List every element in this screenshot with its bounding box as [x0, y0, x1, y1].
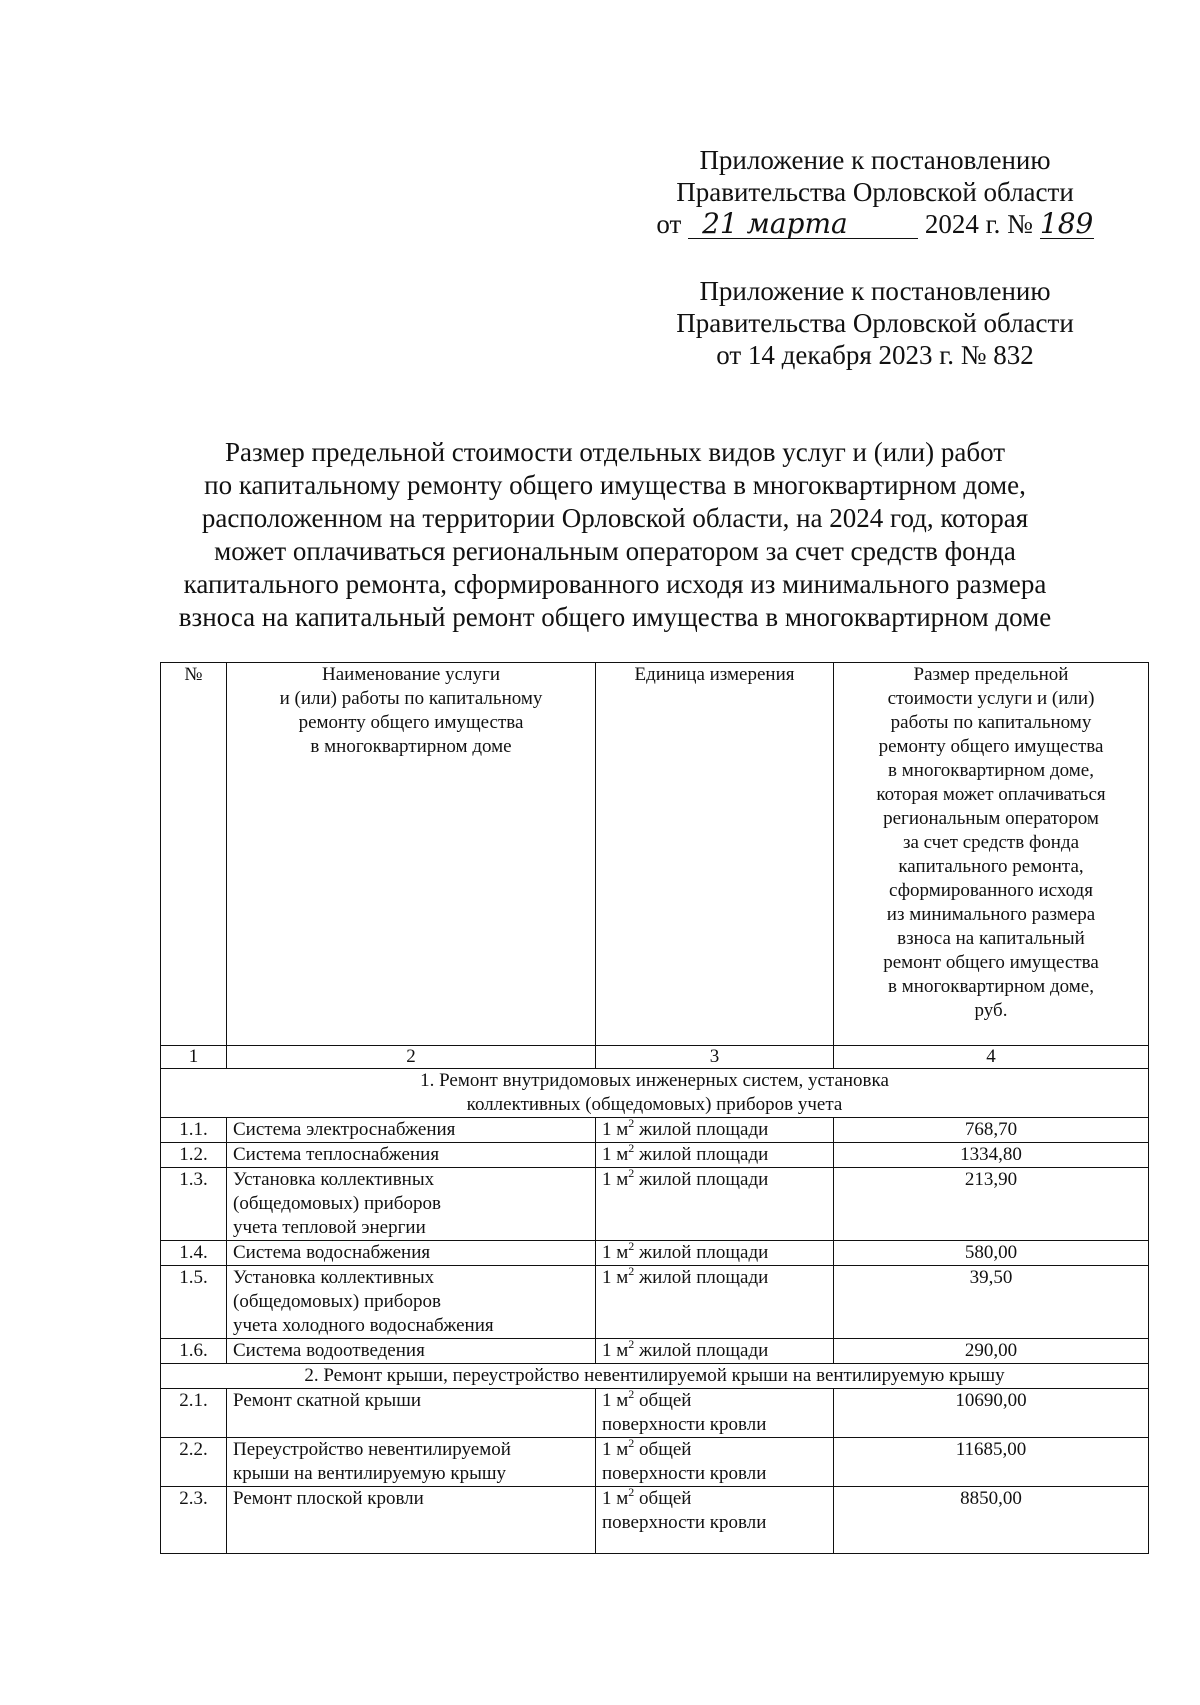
section-row	[161, 1364, 1149, 1389]
header-value-line: за счет средств фонда	[902, 832, 1080, 853]
row-value: 290,00	[834, 1339, 1149, 1364]
row-name	[227, 1241, 596, 1266]
unit-cell	[596, 1438, 834, 1487]
row-name-line: учета холодного водоснабжения	[233, 1315, 494, 1336]
unit-kind: жилой площади	[634, 1267, 769, 1288]
row-value: 213,90	[834, 1168, 1149, 1241]
cost-table	[160, 662, 1149, 1554]
header-value-line: которая может оплачиваться	[876, 784, 1106, 805]
header-value-line: ремонт общего имущества	[883, 952, 1099, 973]
unit-exponent: 2	[628, 1436, 635, 1450]
row-value: 768,70	[834, 1118, 1149, 1143]
unit-cell	[596, 1389, 834, 1438]
row-number: 2.1.	[161, 1389, 227, 1438]
unit-kind: жилой площади	[634, 1340, 769, 1361]
table-row	[161, 1438, 1149, 1487]
unit-line	[602, 1143, 827, 1167]
row-name	[227, 1143, 596, 1168]
table-row	[161, 1266, 1149, 1339]
unit-kind: общей	[634, 1390, 692, 1411]
title-line: взноса на капитальный ремонт общего имущества в многоквартирном доме	[178, 602, 1052, 632]
title-line: может оплачиваться региональным оператором за счет средств фонда	[214, 536, 1016, 566]
header-value-line: в многоквартирном доме,	[888, 760, 1094, 781]
unit-kind: общей	[634, 1439, 692, 1460]
unit-measure: 1 м	[602, 1439, 629, 1460]
section-2-heading: 2. Ремонт крыши, переустройство невентилируемой крыши на вентилируемую крышу	[161, 1364, 1149, 1389]
row-value: 10690,00	[834, 1389, 1149, 1438]
section-row	[161, 1069, 1149, 1118]
row-number: 2.2.	[161, 1438, 227, 1487]
row-name-line: Система водоснабжения	[233, 1242, 431, 1263]
amendment-header	[640, 144, 1110, 240]
original-line-3: от 14 декабря 2023 г. № 832	[716, 340, 1034, 370]
unit-line: поверхности кровли	[602, 1414, 767, 1435]
document-title	[120, 436, 1110, 634]
row-name	[227, 1168, 596, 1241]
unit-line	[602, 1487, 827, 1511]
original-line-1: Приложение к постановлению	[699, 276, 1051, 306]
unit-measure: 1 м	[602, 1390, 629, 1411]
row-number: 2.3.	[161, 1487, 227, 1554]
column-index: 1	[161, 1046, 227, 1069]
unit-line: поверхности кровли	[602, 1463, 767, 1484]
unit-line	[602, 1389, 827, 1413]
row-name-line: Установка коллективных	[233, 1169, 435, 1190]
unit-kind: жилой площади	[634, 1169, 769, 1190]
table-row	[161, 1339, 1149, 1364]
title-line: расположенном на территории Орловской области, на 2024 год, которая	[201, 503, 1029, 533]
header-value-line: стоимости услуги и (или)	[887, 688, 1095, 709]
header-name-line: Наименование услуги	[322, 664, 500, 685]
table-header-row	[161, 663, 1149, 1046]
unit-kind: жилой площади	[634, 1119, 769, 1140]
row-name	[227, 1339, 596, 1364]
unit-measure: 1 м	[602, 1119, 629, 1140]
table-row	[161, 1143, 1149, 1168]
row-value: 1334,80	[834, 1143, 1149, 1168]
unit-cell	[596, 1339, 834, 1364]
header-value-line: взноса на капитальный	[897, 928, 1085, 949]
year-number-label: 2024 г. №	[924, 209, 1033, 239]
header-name-line: и (или) работы по капитальному	[279, 688, 543, 709]
row-number: 1.3.	[161, 1168, 227, 1241]
row-number: 1.1.	[161, 1118, 227, 1143]
header-value-line: из минимального размера	[886, 904, 1096, 925]
unit-cell	[596, 1266, 834, 1339]
row-number: 1.5.	[161, 1266, 227, 1339]
row-name-line: крыши на вентилируемую крышу	[233, 1463, 507, 1484]
row-name-line: (общедомовых) приборов	[233, 1193, 441, 1214]
row-value: 11685,00	[834, 1438, 1149, 1487]
handwritten-number: 189	[1039, 207, 1094, 240]
header-value-line: работы по капитальному	[890, 712, 1092, 733]
table-row	[161, 1241, 1149, 1266]
unit-cell	[596, 1241, 834, 1266]
unit-exponent: 2	[628, 1141, 635, 1155]
row-name-line: Переустройство невентилируемой	[233, 1439, 511, 1460]
row-name-line: Система электроснабжения	[233, 1119, 456, 1140]
header-num: №	[161, 663, 227, 1046]
header-unit: Единица измерения	[596, 663, 834, 1046]
unit-exponent: 2	[628, 1387, 635, 1401]
original-header	[640, 275, 1110, 371]
row-name-line: Система теплоснабжения	[233, 1144, 440, 1165]
amendment-line-3	[640, 208, 1110, 240]
row-name-line: Ремонт плоской кровли	[233, 1488, 424, 1509]
row-value: 8850,00	[834, 1487, 1149, 1554]
section-1-line: 1. Ремонт внутридомовых инженерных систем, установка	[420, 1070, 889, 1091]
amendment-line-2: Правительства Орловской области	[676, 177, 1074, 207]
from-word: от	[656, 209, 682, 239]
unit-kind: общей	[634, 1488, 692, 1509]
unit-kind: жилой площади	[634, 1144, 769, 1165]
header-value-line: ремонту общего имущества	[878, 736, 1104, 757]
row-name	[227, 1266, 596, 1339]
row-name	[227, 1438, 596, 1487]
row-name	[227, 1487, 596, 1554]
header-value-line: руб.	[974, 1000, 1008, 1021]
header-name-line: в многоквартирном доме	[310, 736, 512, 757]
header-value-line: в многоквартирном доме,	[888, 976, 1094, 997]
amendment-line-1: Приложение к постановлению	[699, 145, 1051, 175]
unit-cell	[596, 1118, 834, 1143]
unit-exponent: 2	[628, 1485, 635, 1499]
column-index: 3	[596, 1046, 834, 1069]
unit-exponent: 2	[628, 1337, 635, 1351]
unit-line	[602, 1241, 827, 1265]
unit-measure: 1 м	[602, 1340, 629, 1361]
unit-cell	[596, 1168, 834, 1241]
column-index: 4	[834, 1046, 1149, 1069]
row-number: 1.4.	[161, 1241, 227, 1266]
unit-measure: 1 м	[602, 1267, 629, 1288]
unit-exponent: 2	[628, 1116, 635, 1130]
row-number: 1.2.	[161, 1143, 227, 1168]
header-value-line: Размер предельной	[913, 664, 1069, 685]
table-row	[161, 1168, 1149, 1241]
unit-kind: жилой площади	[634, 1242, 769, 1263]
row-name-line: Ремонт скатной крыши	[233, 1390, 421, 1411]
title-line: капитального ремонта, сформированного исходя из минимального размера	[183, 569, 1047, 599]
row-name	[227, 1118, 596, 1143]
row-number: 1.6.	[161, 1339, 227, 1364]
row-name	[227, 1389, 596, 1438]
table-row	[161, 1118, 1149, 1143]
title-line: Размер предельной стоимости отдельных видов услуг и (или) работ	[224, 437, 1006, 467]
unit-cell	[596, 1487, 834, 1554]
unit-measure: 1 м	[602, 1144, 629, 1165]
row-name-line: Система водоотведения	[233, 1340, 425, 1361]
table-row	[161, 1389, 1149, 1438]
column-index-row	[161, 1046, 1149, 1069]
unit-line	[602, 1266, 827, 1290]
unit-cell	[596, 1143, 834, 1168]
row-name-line: Установка коллективных	[233, 1267, 435, 1288]
unit-line: поверхности кровли	[602, 1512, 767, 1533]
unit-exponent: 2	[628, 1239, 635, 1253]
row-name-line: учета тепловой энергии	[233, 1217, 426, 1238]
header-value	[834, 663, 1149, 1046]
unit-exponent: 2	[628, 1264, 635, 1278]
unit-line	[602, 1438, 827, 1462]
title-line: по капитальному ремонту общего имущества в многоквартирном доме,	[204, 470, 1026, 500]
row-value: 39,50	[834, 1266, 1149, 1339]
unit-measure: 1 м	[602, 1242, 629, 1263]
column-index: 2	[227, 1046, 596, 1069]
header-value-line: региональным оператором	[883, 808, 1099, 829]
unit-line	[602, 1118, 827, 1142]
original-line-2: Правительства Орловской области	[676, 308, 1074, 338]
row-name-line: (общедомовых) приборов	[233, 1291, 441, 1312]
section-1-line: коллективных (общедомовых) приборов учета	[466, 1094, 843, 1115]
section-1-heading	[161, 1069, 1149, 1118]
unit-measure: 1 м	[602, 1169, 629, 1190]
unit-line	[602, 1168, 827, 1192]
unit-measure: 1 м	[602, 1488, 629, 1509]
header-name-line: ремонту общего имущества	[298, 712, 524, 733]
row-value: 580,00	[834, 1241, 1149, 1266]
unit-line	[602, 1339, 827, 1363]
handwritten-date: 21 марта	[688, 210, 918, 239]
table-row	[161, 1487, 1149, 1554]
header-value-line: капитального ремонта,	[898, 856, 1084, 877]
header-value-line: сформированного исходя	[889, 880, 1093, 901]
unit-exponent: 2	[628, 1166, 635, 1180]
header-name	[227, 663, 596, 1046]
